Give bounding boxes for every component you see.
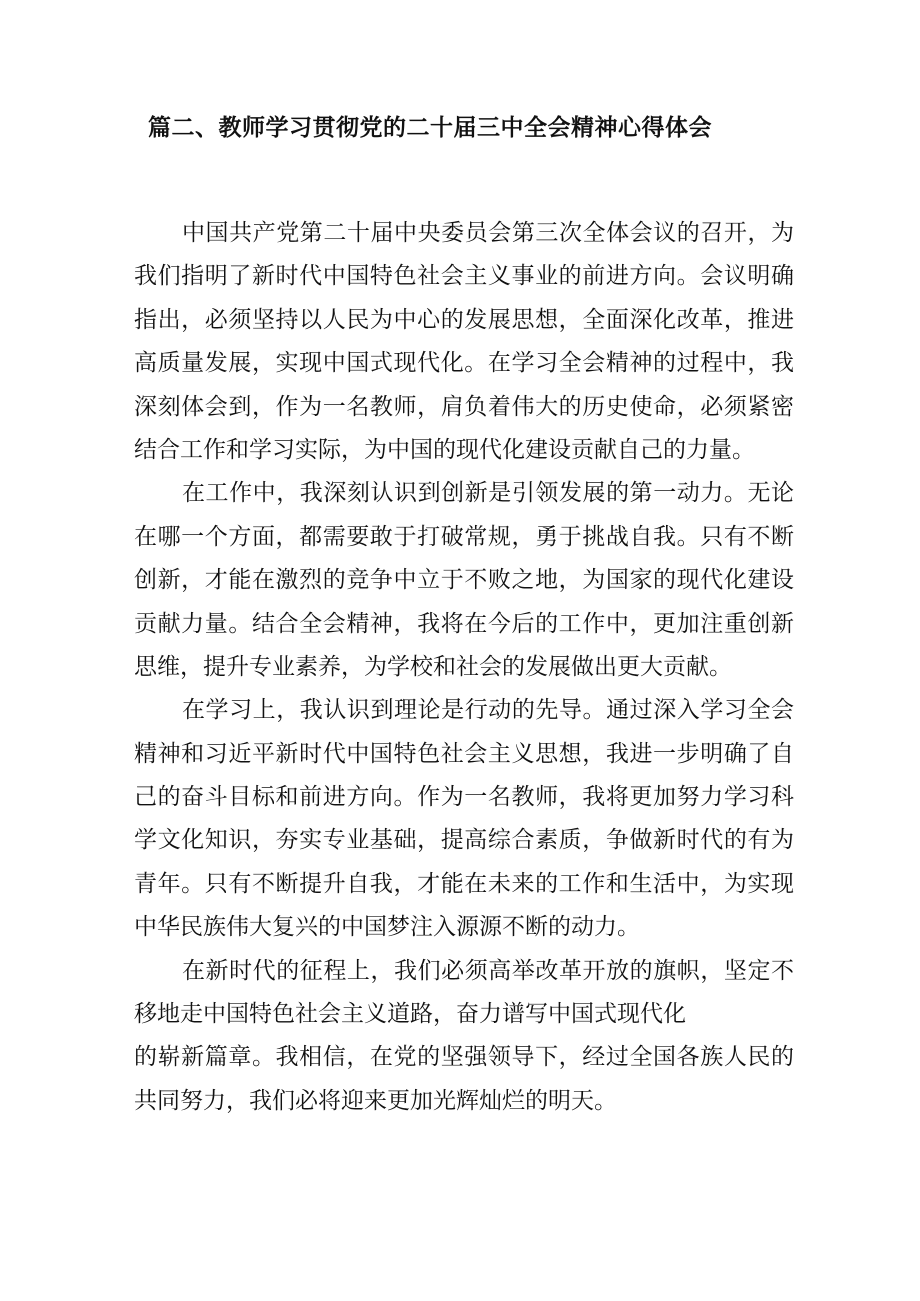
paragraph-4-line-1: 在新时代的征程上，我们必须高举改革开放的旗帜，坚定不 bbox=[182, 957, 794, 984]
paragraph-3-line-3: 己的奋斗目标和前进方向。作为一名教师，我将更加努力学习科 bbox=[134, 784, 794, 811]
paragraph-1-line-4: 高质量发展，实现中国式现代化。在学习全会精神的过程中，我 bbox=[134, 350, 794, 377]
paragraph-4-line-2: 移地走中国特色社会主义道路，奋力谱写中国式现代化 bbox=[134, 1001, 686, 1028]
paragraph-2-line-3: 创新，才能在激烈的竞争中立于不败之地，为国家的现代化建设 bbox=[134, 567, 794, 594]
document-title: 篇二、教师学习贯彻党的二十届三中全会精神心得体会 bbox=[148, 115, 712, 141]
paragraph-1-line-5: 深刻体会到，作为一名教师，肩负着伟大的历史使命，必须紧密 bbox=[134, 393, 794, 420]
paragraph-1-line-3: 指出，必须坚持以人民为中心的发展思想，全面深化改革，推进 bbox=[134, 306, 794, 333]
document-body bbox=[134, 212, 794, 1123]
paragraph-4-line-4: 共同努力，我们必将迎来更加光辉灿烂的明天。 bbox=[134, 1087, 617, 1114]
paragraph-3-line-1: 在学习上，我认识到理论是行动的先导。通过深入学习全会 bbox=[182, 697, 794, 724]
paragraph-2-line-2: 在哪一个方面，都需要敢于打破常规，勇于挑战自我。只有不断 bbox=[134, 523, 794, 550]
paragraph-3-line-4: 学文化知识，夯实专业基础，提高综合素质，争做新时代的有为 bbox=[134, 827, 794, 854]
paragraph-3-line-6: 中华民族伟大复兴的中国梦注入源源不断的动力。 bbox=[134, 914, 640, 941]
paragraph-2-line-1: 在工作中，我深刻认识到创新是引领发展的第一动力。无论 bbox=[182, 480, 794, 507]
paragraph-1-line-6: 结合工作和学习实际，为中国的现代化建设贡献自己的力量。 bbox=[134, 436, 755, 463]
paragraph-3-line-5: 青年。只有不断提升自我，才能在未来的工作和生活中，为实现 bbox=[134, 870, 794, 897]
paragraph-1-line-2: 我们指明了新时代中国特色社会主义事业的前进方向。会议明确 bbox=[134, 263, 794, 290]
paragraph-2-line-4: 贡献力量。结合全会精神，我将在今后的工作中，更加注重创新 bbox=[134, 610, 794, 637]
paragraph-3-line-2: 精神和习近平新时代中国特色社会主义思想，我进一步明确了自 bbox=[134, 740, 794, 767]
paragraph-1-line-1: 中国共产党第二十届中央委员会第三次全体会议的召开，为 bbox=[182, 220, 794, 246]
paragraph-4-line-3: 的崭新篇章。我相信，在党的坚强领导下，经过全国各族人民的 bbox=[134, 1044, 794, 1071]
paragraph-2-line-5: 思维，提升专业素养，为学校和社会的发展做出更大贡献。 bbox=[134, 653, 732, 680]
